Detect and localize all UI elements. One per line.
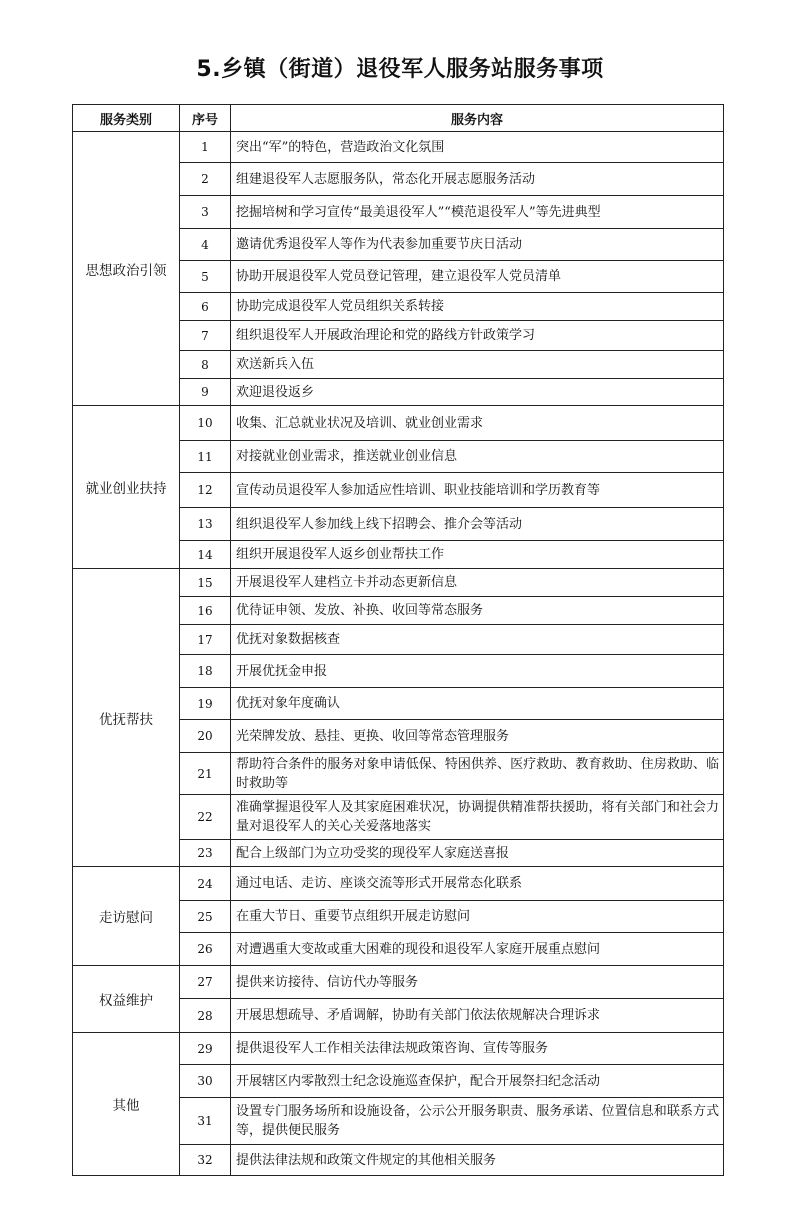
number-cell: 16	[180, 597, 231, 625]
number-cell: 32	[180, 1145, 231, 1176]
content-cell: 准确掌握退役军人及其家庭困难状况，协调提供精准帮扶援助，将有关部门和社会力量对退役军人的关心关爱落地落实	[231, 795, 724, 840]
table-body	[73, 132, 724, 1176]
number-cell: 29	[180, 1033, 231, 1065]
table-row	[73, 406, 724, 441]
content-cell: 开展辖区内零散烈士纪念设施巡查保护，配合开展祭扫纪念活动	[231, 1065, 724, 1098]
number-cell: 19	[180, 688, 231, 720]
content-cell: 对遭遇重大变故或重大困难的现役和退役军人家庭开展重点慰问	[231, 933, 724, 966]
content-cell: 光荣牌发放、悬挂、更换、收回等常态管理服务	[231, 720, 724, 753]
number-cell: 7	[180, 321, 231, 351]
number-cell: 6	[180, 293, 231, 321]
content-cell: 优抚对象数据核查	[231, 625, 724, 655]
content-cell: 优待证申领、发放、补换、收回等常态服务	[231, 597, 724, 625]
content-cell: 欢送新兵入伍	[231, 351, 724, 379]
service-table	[72, 104, 724, 1176]
category-cell: 权益维护	[73, 966, 180, 1033]
content-cell: 宣传动员退役军人参加适应性培训、职业技能培训和学历教育等	[231, 473, 724, 508]
content-cell: 提供法律法规和政策文件规定的其他相关服务	[231, 1145, 724, 1176]
category-cell: 思想政治引领	[73, 132, 180, 406]
number-cell: 24	[180, 867, 231, 901]
header-number: 序号	[180, 105, 231, 132]
content-cell: 帮助符合条件的服务对象申请低保、特困供养、医疗救助、教育救助、住房救助、临时救助等	[231, 753, 724, 795]
number-cell: 2	[180, 163, 231, 196]
content-cell: 协助完成退役军人党员组织关系转接	[231, 293, 724, 321]
category-cell: 优抚帮扶	[73, 569, 180, 867]
content-cell: 突出“军”的特色，营造政治文化氛围	[231, 132, 724, 163]
content-cell: 欢迎退役返乡	[231, 379, 724, 406]
content-cell: 协助开展退役军人党员登记管理，建立退役军人党员清单	[231, 261, 724, 293]
header-category: 服务类别	[73, 105, 180, 132]
content-cell: 在重大节日、重要节点组织开展走访慰问	[231, 901, 724, 933]
content-cell: 通过电话、走访、座谈交流等形式开展常态化联系	[231, 867, 724, 901]
table-row	[73, 1033, 724, 1065]
content-cell: 开展优抚金申报	[231, 655, 724, 688]
content-cell: 优抚对象年度确认	[231, 688, 724, 720]
table-row	[73, 966, 724, 999]
content-cell: 邀请优秀退役军人等作为代表参加重要节庆日活动	[231, 229, 724, 261]
content-cell: 挖掘培树和学习宣传“最美退役军人”“模范退役军人”等先进典型	[231, 196, 724, 229]
number-cell: 1	[180, 132, 231, 163]
number-cell: 12	[180, 473, 231, 508]
category-cell: 走访慰问	[73, 867, 180, 966]
content-cell: 提供退役军人工作相关法律法规政策咨询、宣传等服务	[231, 1033, 724, 1065]
content-cell: 开展思想疏导、矛盾调解，协助有关部门依法依规解决合理诉求	[231, 999, 724, 1033]
content-cell: 开展退役军人建档立卡并动态更新信息	[231, 569, 724, 597]
number-cell: 15	[180, 569, 231, 597]
content-cell: 设置专门服务场所和设施设备，公示公开服务职责、服务承诺、位置信息和联系方式等，提供便民服务	[231, 1098, 724, 1145]
page-title: 5.乡镇（街道）退役军人服务站服务事项	[196, 57, 604, 82]
number-cell: 21	[180, 753, 231, 795]
number-cell: 30	[180, 1065, 231, 1098]
number-cell: 13	[180, 508, 231, 541]
content-cell: 组织退役军人参加线上线下招聘会、推介会等活动	[231, 508, 724, 541]
number-cell: 20	[180, 720, 231, 753]
content-cell: 组建退役军人志愿服务队，常态化开展志愿服务活动	[231, 163, 724, 196]
number-cell: 27	[180, 966, 231, 999]
content-cell: 配合上级部门为立功受奖的现役军人家庭送喜报	[231, 840, 724, 867]
number-cell: 8	[180, 351, 231, 379]
number-cell: 17	[180, 625, 231, 655]
table-row	[73, 132, 724, 163]
number-cell: 4	[180, 229, 231, 261]
number-cell: 28	[180, 999, 231, 1033]
category-cell: 其他	[73, 1033, 180, 1176]
number-cell: 22	[180, 795, 231, 840]
number-cell: 10	[180, 406, 231, 441]
number-cell: 23	[180, 840, 231, 867]
content-cell: 组织开展退役军人返乡创业帮扶工作	[231, 541, 724, 569]
table-header-row	[73, 105, 724, 132]
number-cell: 18	[180, 655, 231, 688]
number-cell: 25	[180, 901, 231, 933]
number-cell: 26	[180, 933, 231, 966]
table-row	[73, 569, 724, 597]
content-cell: 提供来访接待、信访代办等服务	[231, 966, 724, 999]
table-row	[73, 867, 724, 901]
number-cell: 9	[180, 379, 231, 406]
number-cell: 14	[180, 541, 231, 569]
number-cell: 11	[180, 441, 231, 473]
content-cell: 对接就业创业需求，推送就业创业信息	[231, 441, 724, 473]
number-cell: 5	[180, 261, 231, 293]
number-cell: 31	[180, 1098, 231, 1145]
content-cell: 组织退役军人开展政治理论和党的路线方针政策学习	[231, 321, 724, 351]
category-cell: 就业创业扶持	[73, 406, 180, 569]
number-cell: 3	[180, 196, 231, 229]
header-content: 服务内容	[231, 105, 724, 132]
content-cell: 收集、汇总就业状况及培训、就业创业需求	[231, 406, 724, 441]
